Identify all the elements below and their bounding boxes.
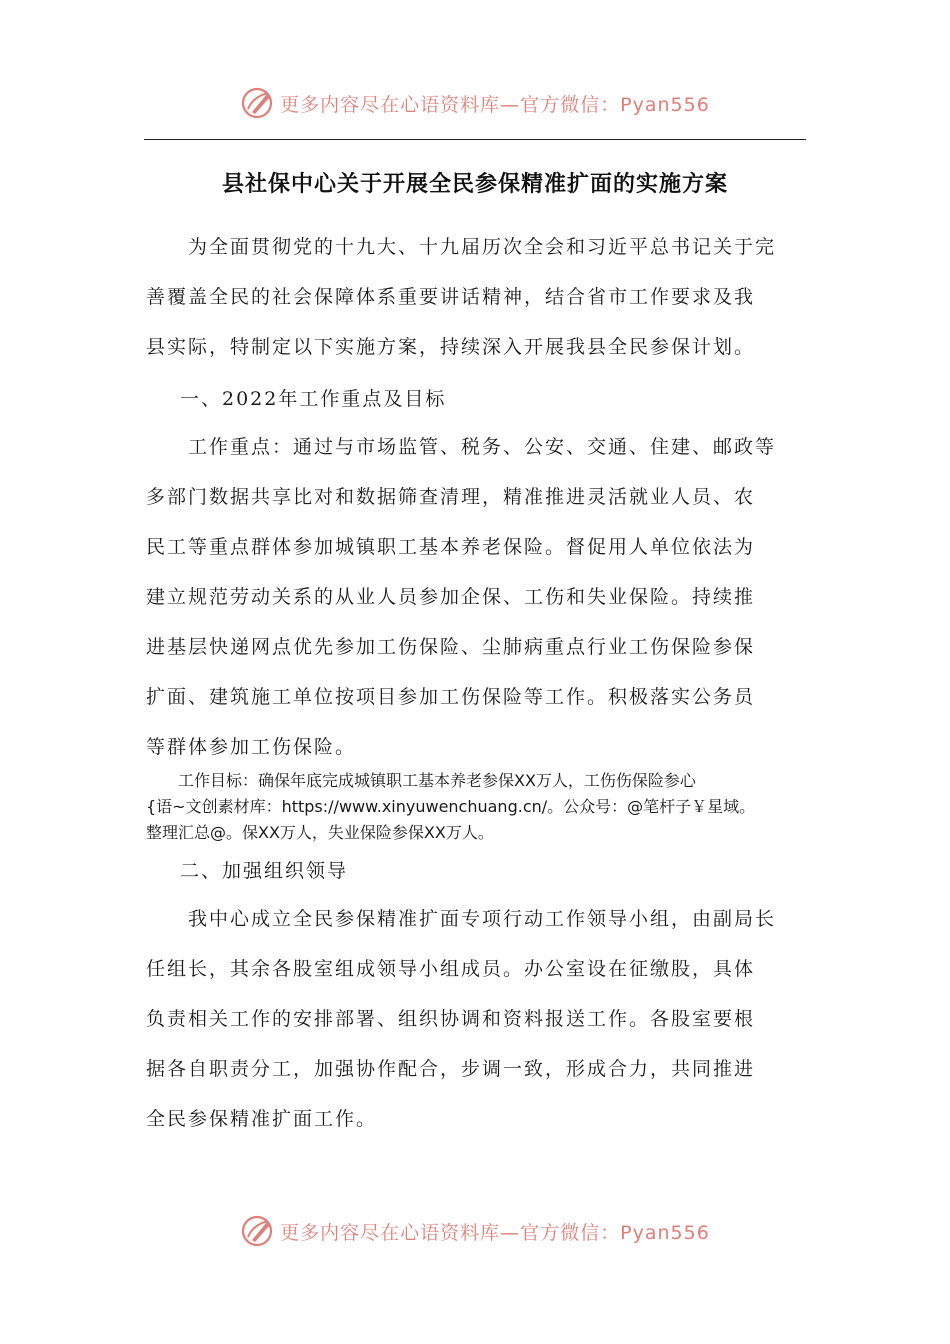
paragraph-line: 民工等重点群体参加城镇职工基本养老保险。督促用人单位依法为 [146, 536, 756, 558]
paragraph-line: 扩面、建筑施工单位按项目参加工伤保险等工作。积极落实公务员 [146, 686, 756, 708]
paragraph-line: 全民参保精准扩面工作。 [146, 1108, 378, 1130]
document-title: 县社保中心关于开展全民参保精准扩面的实施方案 [221, 172, 728, 197]
paragraph-line: 任组长，其余各股室组成领导小组成员。办公室设在征缴股，具体 [146, 958, 756, 980]
banner-text: 更多内容尽在心语资料库—官方微信：Pyan556 [280, 93, 710, 116]
section-heading-1: 一、2022年工作重点及目标 [180, 388, 447, 410]
organization-paragraph [146, 894, 806, 1144]
paragraph-line: 我中心成立全民参保精准扩面专项行动工作领导小组，由副局长 [146, 908, 777, 930]
paragraph-line: 建立规范劳动关系的从业人员参加企保、工伤和失业保险。持续推 [146, 586, 756, 608]
intro-paragraph [146, 222, 806, 372]
paragraph-line: 县实际，特制定以下实施方案，持续深入开展我县全民参保计划。 [146, 336, 756, 358]
paragraph-line: 负责相关工作的安排部署、组织协调和资料报送工作。各股室要根 [146, 1008, 756, 1030]
paragraph-line: 据各自职责分工，加强协作配合，步调一致，形成合力，共同推进 [146, 1058, 756, 1080]
paragraph-line: 善覆盖全民的社会保障体系重要讲话精神，结合省市工作要求及我 [146, 286, 756, 308]
header-divider [144, 139, 806, 140]
paragraph-line: 整理汇总@。保XX万人，失业保险参保XX万人。 [146, 823, 494, 842]
footer-watermark-banner [0, 1209, 950, 1253]
paragraph-line: {语~文创素材库：https://www.xinyuwenchuang.cn/。公众号：@笔杆子￥星域。 [146, 797, 756, 816]
pen-logo-icon [240, 1213, 276, 1249]
paragraph-line: 为全面贯彻党的十九大、十九届历次全会和习近平总书记关于完 [146, 236, 777, 258]
paragraph-line: 等群体参加工伤保险。 [146, 736, 357, 758]
section-heading-2: 二、加强组织领导 [180, 860, 349, 882]
paragraph-line: 多部门数据共享比对和数据筛查清理，精准推进灵活就业人员、农 [146, 486, 756, 508]
banner-text: 更多内容尽在心语资料库—官方微信：Pyan556 [280, 1221, 710, 1244]
pen-logo-icon [240, 85, 276, 121]
work-focus-paragraph [146, 422, 806, 772]
paragraph-line: 工作重点：通过与市场监管、税务、公安、交通、住建、邮政等 [146, 436, 777, 458]
paragraph-line: 进基层快递网点优先参加工伤保险、尘肺病重点行业工伤保险参保 [146, 636, 756, 658]
header-watermark-banner [0, 81, 950, 125]
paragraph-line: 工作目标：确保年底完成城镇职工基本养老参保XX万人，工伤伤保险参心 [146, 771, 696, 790]
work-goal-paragraph [146, 768, 816, 846]
